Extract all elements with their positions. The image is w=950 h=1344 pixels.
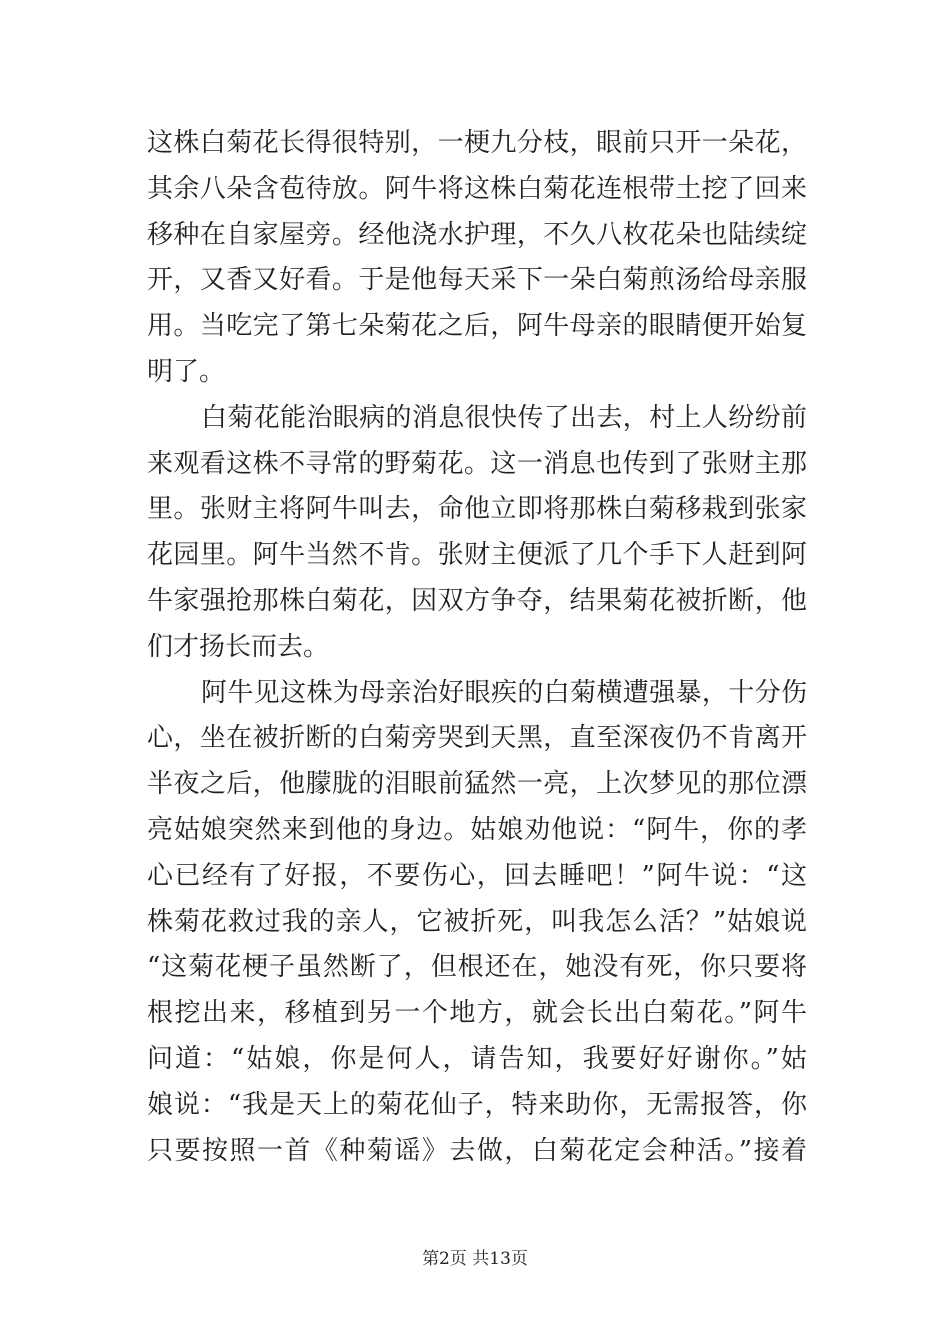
text-line: 花园里。阿牛当然不肯。张财主便派了几个手下人赶到阿 (147, 540, 807, 571)
text-line: 里。张财主将阿牛叫去，命他立即将那株白菊移栽到张家 (147, 494, 807, 525)
body-text (147, 121, 807, 1174)
text-line: 们才扬长而去。 (147, 631, 330, 662)
text-line: 半夜之后，他朦胧的泪眼前猛然一亮，上次梦见的那位漂 (147, 769, 807, 800)
text-line: 问道：“姑娘，你是何人，请告知，我要好好谢你。”姑 (147, 1043, 807, 1074)
text-line: 亮姑娘突然来到他的身边。姑娘劝他说：“阿牛，你的孝 (147, 814, 807, 845)
text-line: 阿牛见这株为母亲治好眼疾的白菊横遭强暴，十分伤 (201, 677, 807, 708)
text-line: 来观看这株不寻常的野菊花。这一消息也传到了张财主那 (147, 448, 807, 479)
text-line: 娘说：“我是天上的菊花仙子，特来助你，无需报答，你 (147, 1089, 807, 1120)
page-footer: 第2页 共13页 (422, 1249, 528, 1269)
text-line: 这株白菊花长得很特别，一梗九分枝，眼前只开一朵花， (147, 128, 807, 158)
text-line: 株菊花救过我的亲人，它被折死，叫我怎么活？”姑娘说 (147, 906, 807, 937)
text-line: 根挖出来，移植到另一个地方，就会长出白菊花。”阿牛 (147, 998, 807, 1029)
text-line: 心已经有了好报，不要伤心，回去睡吧！”阿牛说：“这 (147, 860, 807, 891)
text-line: 开，又香又好看。于是他每天采下一朵白菊煎汤给母亲服 (147, 265, 807, 296)
text-line: 其余八朵含苞待放。阿牛将这株白菊花连根带土挖了回来 (147, 173, 807, 204)
text-line: 明了。 (147, 356, 226, 387)
text-line: 白菊花能治眼病的消息很快传了出去，村上人纷纷前 (201, 402, 807, 433)
text-line: 移种在自家屋旁。经他浇水护理，不久八枚花朵也陆续绽 (147, 219, 807, 250)
text-line: 牛家强抢那株白菊花，因双方争夺，结果菊花被折断，他 (147, 585, 807, 616)
text-line: 心，坐在被折断的白菊旁哭到天黑，直至深夜仍不肯离开 (147, 723, 807, 754)
text-line: 用。当吃完了第七朵菊花之后，阿牛母亲的眼睛便开始复 (147, 311, 807, 342)
text-line: 只要按照一首《种菊谣》去做，白菊花定会种活。”接着 (147, 1135, 807, 1166)
text-line: “这菊花梗子虽然断了，但根还在，她没有死，你只要将 (147, 952, 807, 983)
